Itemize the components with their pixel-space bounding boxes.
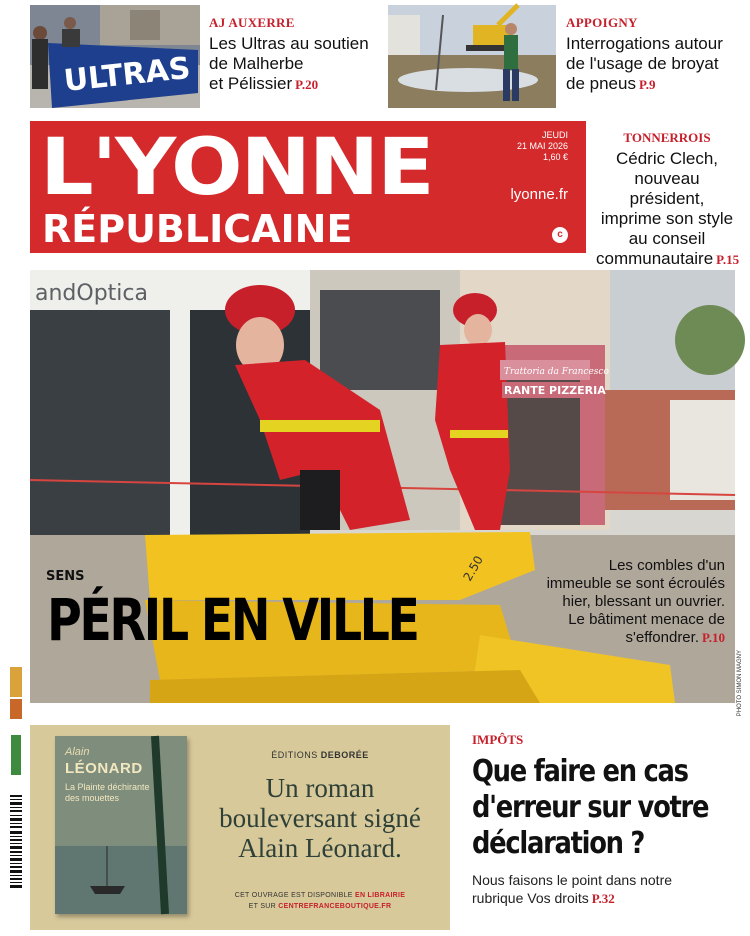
masthead-title-line1: L'YONNE [40,123,433,213]
ad-slogan-line1: Un roman [265,773,375,803]
teaser-photo-ultras [30,5,200,108]
tonnerrois-page: P.15 [716,252,740,267]
impots-kicker: IMPÔTS [472,732,524,747]
masthead[interactable] [30,121,586,253]
ad-slogan-line2: bouleversant signé [219,803,421,833]
book-title-line1: La Plainte déchirante [65,782,150,792]
tonnerrois-line3: imprime son style [600,209,734,228]
ad-slogan-line3: Alain Léonard. [238,833,402,863]
restaurant-sign: RANTE PIZZERIA [504,384,606,397]
teaser-left-headline [209,34,379,95]
ad-availability [200,890,440,912]
hero-story[interactable] [30,270,743,717]
ad-publisher-name: DEBORÉE [320,750,369,760]
teaser-photo-appoigny [388,5,556,108]
hero-sub-line1: Les combles d'un [608,557,725,574]
ad-avail-website-link[interactable]: CENTREFRANCEBOUTIQUE.FR [278,903,392,910]
teaser-appoigny[interactable] [388,5,738,110]
teaser-left-line1: Les Ultras au soutien [209,34,369,53]
tonnerrois-line5: communautaire [596,249,714,268]
ad-publisher-prefix: ÉDITIONS [271,750,318,760]
teaser-right-kicker: APPOIGNY [566,15,638,30]
barcode-strip [8,665,26,925]
shop-sign: andOptica [35,281,148,306]
beam-mark: 2.50 [460,553,486,584]
teaser-right-line3: de pneus [566,74,636,93]
masthead-day: JEUDI [541,130,568,140]
ad-publisher [200,750,440,760]
impots-head-line3: déclaration ? [472,826,645,861]
book-author-last: LÉONARD [65,760,143,777]
ad-avail-prefix: CET OUVRAGE EST DISPONIBLE [234,892,353,899]
hero-title[interactable]: PÉRIL EN VILLE [47,586,418,654]
ultras-banner-text: ULTRAS [62,50,193,99]
centre-france-logo-icon: c [552,227,568,243]
impots-page: P.32 [591,891,615,906]
teaser-aj-auxerre[interactable] [30,5,375,110]
teaser-right-line2: de l'usage de broyat [566,54,719,73]
teaser-right-line1: Interrogations autour [566,34,723,53]
hero-photo-credit: PHOTO SIMON MAGNY [737,650,743,717]
teaser-tonnerrois[interactable] [596,130,738,270]
masthead-price: 1,60 € [542,152,568,162]
masthead-title-line2: RÉPUBLICAINE [42,207,353,251]
masthead-date-block [517,130,568,163]
hero-sub-line5: s'effondrer. [625,629,699,646]
teaser-impots[interactable] [472,732,737,908]
book-advertisement[interactable] [30,725,450,930]
teaser-left-kicker: AJ AUXERRE [209,15,295,30]
book-title-line2: des mouettes [65,793,120,803]
impots-headline [472,754,730,862]
tonnerrois-headline [596,149,738,270]
impots-head-line2: d'erreur sur votre [472,790,709,825]
masthead-date: 21 MAI 2026 [516,141,568,151]
hero-sub-line4: Le bâtiment menace de [568,611,725,628]
ad-slogan [200,773,440,863]
teaser-right-page: P.9 [638,77,656,92]
masthead-site-link[interactable]: lyonne.fr [510,186,568,203]
book-title [65,782,180,804]
ad-avail-prefix2: ET SUR [248,903,276,910]
teaser-left-line2: de Malherbe [209,54,304,73]
tonnerrois-line4: au conseil [628,229,706,248]
restaurant-script-sign: Trattoria da Francesco [504,367,609,377]
tonnerrois-line1: Cédric Clech, [615,149,719,168]
tonnerrois-kicker: TONNERROIS [623,130,711,145]
teaser-left-page: P.20 [295,77,319,92]
impots-body-line1: Nous faisons le point dans notre [472,872,673,888]
impots-body-line2: rubrique Vos droits [472,890,589,906]
hero-label: SENS [46,569,85,584]
teaser-right-headline [566,34,738,95]
ad-avail-librairie: EN LIBRAIRIE [354,892,406,899]
hero-sub-line3: hier, blessant un ouvrier. [562,593,725,610]
impots-head-line1: Que faire en cas [472,754,688,789]
tonnerrois-line2: nouveau président, [629,169,705,208]
book-author-first: Alain [65,746,90,758]
impots-body [472,871,737,908]
hero-subtitle [525,557,725,647]
book-cover [55,736,187,914]
teaser-left-line3: et Pélissier [209,74,293,93]
hero-sub-line2: immeuble se sont écroulés [546,575,725,592]
hero-page: P.10 [702,630,725,645]
